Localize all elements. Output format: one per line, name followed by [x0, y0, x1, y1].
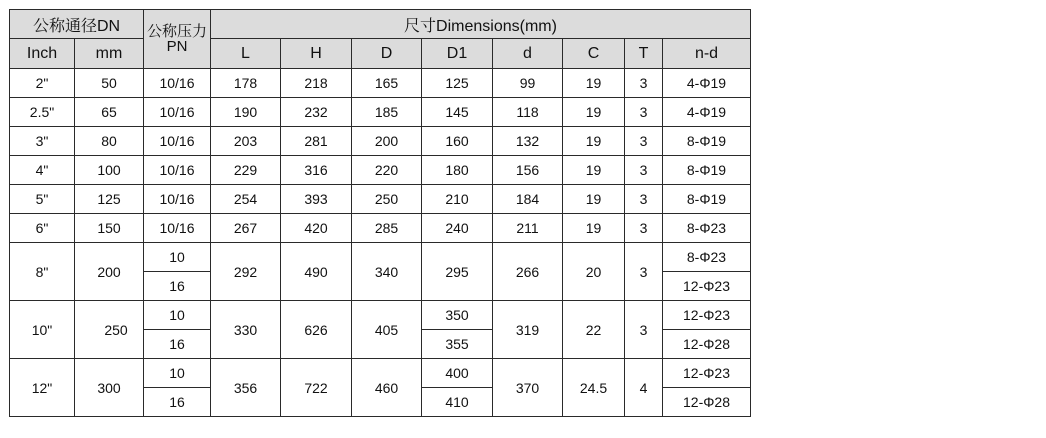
cell-d1: 145 [422, 98, 493, 127]
cell-t: 3 [625, 156, 663, 185]
cell-inch: 6" [10, 214, 75, 243]
cell-inch: 12" [10, 359, 75, 417]
table-row [10, 243, 751, 272]
cell-pn: 16 [144, 388, 211, 417]
cell-c: 19 [563, 127, 625, 156]
cell-l: 356 [211, 359, 281, 417]
cell-mm: 250 [75, 301, 144, 359]
cell-inch: 4" [10, 156, 75, 185]
cell-c: 22 [563, 301, 625, 359]
cell-inch: 5" [10, 185, 75, 214]
table-row [10, 185, 751, 214]
cell-t: 3 [625, 98, 663, 127]
cell-t: 4 [625, 359, 663, 417]
cell-l: 267 [211, 214, 281, 243]
cell-n-d: 8-Φ23 [663, 214, 751, 243]
cell-pn: 10/16 [144, 185, 211, 214]
cell-mm: 80 [75, 127, 144, 156]
table-row [10, 156, 751, 185]
column-header-c: C [563, 39, 625, 69]
cell-mm: 65 [75, 98, 144, 127]
cell-inch: 2" [10, 69, 75, 98]
column-header-mm: mm [75, 39, 144, 69]
cell-pn: 10/16 [144, 127, 211, 156]
column-header-inch: Inch [10, 39, 75, 69]
cell-pn: 10 [144, 301, 211, 330]
cell-d1: 240 [422, 214, 493, 243]
cell-d-inner: 266 [493, 243, 563, 301]
cell-d-outer: 185 [352, 98, 422, 127]
cell-n-d: 12-Φ28 [663, 330, 751, 359]
cell-d-inner: 211 [493, 214, 563, 243]
cell-d-inner: 184 [493, 185, 563, 214]
cell-t: 3 [625, 127, 663, 156]
cell-l: 203 [211, 127, 281, 156]
cell-n-d: 4-Φ19 [663, 98, 751, 127]
column-header-n-d: n-d [663, 39, 751, 69]
cell-mm: 300 [75, 359, 144, 417]
cell-mm: 125 [75, 185, 144, 214]
cell-l: 178 [211, 69, 281, 98]
cell-pn: 10 [144, 359, 211, 388]
cell-d1: 295 [422, 243, 493, 301]
cell-h: 490 [281, 243, 352, 301]
cell-d-outer: 340 [352, 243, 422, 301]
column-header-t: T [625, 39, 663, 69]
cell-h: 420 [281, 214, 352, 243]
dimensions-table-container [9, 9, 751, 417]
cell-pn: 10 [144, 243, 211, 272]
cell-l: 254 [211, 185, 281, 214]
cell-d1: 180 [422, 156, 493, 185]
cell-c: 19 [563, 69, 625, 98]
cell-h: 722 [281, 359, 352, 417]
cell-c: 19 [563, 214, 625, 243]
table-row [10, 214, 751, 243]
cell-n-d: 8-Φ19 [663, 185, 751, 214]
cell-d1: 210 [422, 185, 493, 214]
cell-d-outer: 165 [352, 69, 422, 98]
cell-h: 316 [281, 156, 352, 185]
cell-t: 3 [625, 301, 663, 359]
column-header-d-outer: D [352, 39, 422, 69]
dimensions-table [9, 9, 751, 417]
cell-l: 190 [211, 98, 281, 127]
cell-n-d: 8-Φ19 [663, 156, 751, 185]
cell-l: 229 [211, 156, 281, 185]
cell-pn: 10/16 [144, 156, 211, 185]
table-row [10, 127, 751, 156]
cell-pn: 10/16 [144, 69, 211, 98]
cell-d1: 160 [422, 127, 493, 156]
table-row [10, 359, 751, 388]
column-header-d-inner: d [493, 39, 563, 69]
cell-c: 19 [563, 185, 625, 214]
cell-n-d: 4-Φ19 [663, 69, 751, 98]
cell-pn: 16 [144, 272, 211, 301]
cell-d-outer: 200 [352, 127, 422, 156]
cell-d-outer: 460 [352, 359, 422, 417]
cell-t: 3 [625, 69, 663, 98]
cell-c: 20 [563, 243, 625, 301]
cell-t: 3 [625, 214, 663, 243]
cell-h: 626 [281, 301, 352, 359]
cell-inch: 2.5" [10, 98, 75, 127]
cell-d1: 400 [422, 359, 493, 388]
cell-h: 218 [281, 69, 352, 98]
cell-h: 232 [281, 98, 352, 127]
cell-d1: 125 [422, 69, 493, 98]
cell-n-d: 12-Φ23 [663, 301, 751, 330]
cell-c: 24.5 [563, 359, 625, 417]
column-header-d1: D1 [422, 39, 493, 69]
cell-d-inner: 132 [493, 127, 563, 156]
cell-n-d: 12-Φ23 [663, 272, 751, 301]
table-row [10, 69, 751, 98]
cell-d1: 355 [422, 330, 493, 359]
cell-h: 281 [281, 127, 352, 156]
cell-d-outer: 405 [352, 301, 422, 359]
cell-mm: 50 [75, 69, 144, 98]
cell-pn: 16 [144, 330, 211, 359]
table-row [10, 98, 751, 127]
table-row [10, 301, 751, 330]
dn-group-header: 公称通径DN [10, 10, 144, 39]
cell-mm: 100 [75, 156, 144, 185]
cell-l: 330 [211, 301, 281, 359]
cell-inch: 3" [10, 127, 75, 156]
cell-n-d: 8-Φ23 [663, 243, 751, 272]
cell-n-d: 12-Φ23 [663, 359, 751, 388]
cell-d-outer: 220 [352, 156, 422, 185]
cell-c: 19 [563, 156, 625, 185]
cell-mm: 150 [75, 214, 144, 243]
cell-inch: 8" [10, 243, 75, 301]
cell-t: 3 [625, 243, 663, 301]
column-header-l: L [211, 39, 281, 69]
dimensions-group-header: 尺寸Dimensions(mm) [211, 10, 751, 39]
cell-d1: 350 [422, 301, 493, 330]
cell-n-d: 8-Φ19 [663, 127, 751, 156]
cell-pn: 10/16 [144, 98, 211, 127]
cell-d-inner: 118 [493, 98, 563, 127]
cell-inch: 10" [10, 301, 75, 359]
cell-l: 292 [211, 243, 281, 301]
column-header-h: H [281, 39, 352, 69]
cell-d-inner: 370 [493, 359, 563, 417]
cell-t: 3 [625, 185, 663, 214]
cell-mm: 200 [75, 243, 144, 301]
cell-d-inner: 99 [493, 69, 563, 98]
cell-d-inner: 319 [493, 301, 563, 359]
cell-d-outer: 285 [352, 214, 422, 243]
cell-d-outer: 250 [352, 185, 422, 214]
cell-d1: 410 [422, 388, 493, 417]
cell-h: 393 [281, 185, 352, 214]
cell-pn: 10/16 [144, 214, 211, 243]
cell-c: 19 [563, 98, 625, 127]
table-body [10, 69, 751, 417]
pn-header: 公称压力PN [144, 10, 211, 69]
cell-n-d: 12-Φ28 [663, 388, 751, 417]
cell-d-inner: 156 [493, 156, 563, 185]
